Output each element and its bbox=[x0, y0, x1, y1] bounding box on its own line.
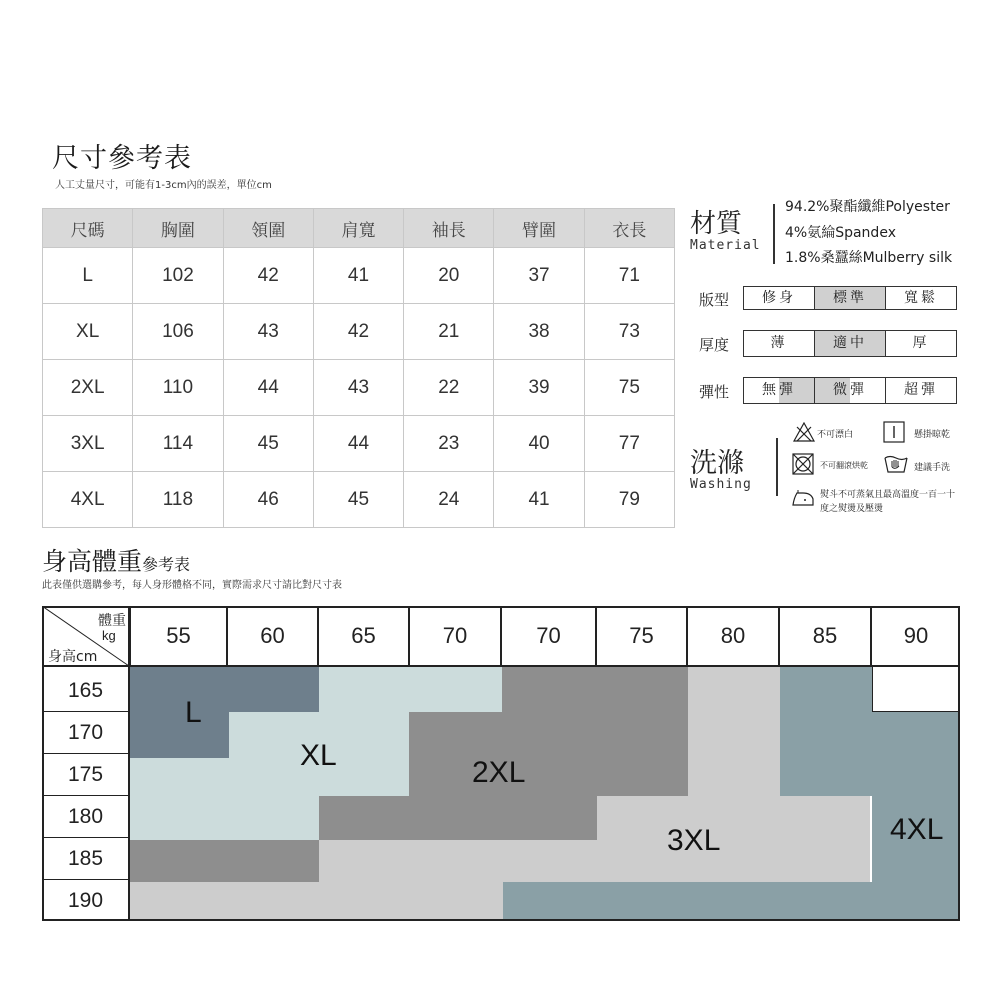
table-cell: 102 bbox=[133, 248, 223, 304]
size-label-l: L bbox=[185, 696, 202, 729]
fit-option-slim: 修身 bbox=[744, 287, 815, 309]
table-cell: 42 bbox=[223, 248, 313, 304]
washing-title: 洗滌 bbox=[690, 448, 744, 479]
size-table-header-row bbox=[43, 209, 675, 248]
table-cell: 46 bbox=[223, 472, 313, 528]
table-cell: 41 bbox=[313, 248, 403, 304]
height-column-separator bbox=[128, 606, 130, 921]
table-cell: 77 bbox=[584, 416, 674, 472]
table-cell: 4XL bbox=[43, 472, 133, 528]
height-header: 165 bbox=[42, 670, 129, 712]
region-xl bbox=[319, 666, 502, 714]
size-chart-title: 尺寸參考表 bbox=[52, 143, 192, 174]
fit-option-loose: 寬鬆 bbox=[904, 290, 938, 306]
weight-header: 90 bbox=[903, 623, 929, 648]
size-label-3xl: 3XL bbox=[667, 824, 721, 857]
height-header: 190 bbox=[67, 889, 104, 912]
weight-header: 80 bbox=[688, 606, 780, 666]
material-title-en: Material bbox=[690, 238, 761, 253]
weight-header: 85 bbox=[780, 606, 872, 666]
height-weight-title bbox=[42, 542, 190, 578]
attr-label-thickness: 厚度 bbox=[699, 336, 730, 354]
region-empty bbox=[872, 666, 960, 712]
table-cell: 22 bbox=[404, 360, 494, 416]
corner-height-label: 身高cm bbox=[48, 649, 98, 665]
size-chart-subtitle: 人工丈量尺寸，可能有1-3cm內的誤差，單位cm bbox=[55, 180, 272, 191]
table-cell: 23 bbox=[404, 416, 494, 472]
no-tumble-dry-icon bbox=[792, 453, 814, 475]
thickness-option-medium: 適中 bbox=[815, 331, 886, 356]
weight-header: 70 bbox=[502, 606, 597, 666]
region-2xl bbox=[409, 712, 688, 796]
table-cell: 41 bbox=[494, 472, 584, 528]
table-cell: 40 bbox=[494, 416, 584, 472]
header-chest: 胸圍 bbox=[133, 209, 223, 248]
weight-header: 55 bbox=[129, 606, 228, 666]
elasticity-option-slight: 微彈 bbox=[815, 378, 886, 403]
thickness-options bbox=[743, 330, 957, 357]
material-line: 94.2%聚酯纖維Polyester bbox=[785, 199, 950, 215]
region-3xl bbox=[319, 840, 597, 882]
hang-dry-icon bbox=[883, 421, 905, 443]
region-4xl bbox=[780, 666, 872, 796]
table-cell: 71 bbox=[584, 248, 674, 304]
corner-weight-unit: kg bbox=[102, 628, 116, 643]
elasticity-options bbox=[743, 377, 957, 404]
region-xl bbox=[129, 802, 319, 840]
table-cell: 45 bbox=[223, 416, 313, 472]
table-cell: 38 bbox=[494, 304, 584, 360]
table-cell: 45 bbox=[313, 472, 403, 528]
table-cell: 79 bbox=[584, 472, 674, 528]
fit-options bbox=[743, 286, 957, 310]
iron-icon bbox=[791, 489, 815, 507]
table-cell: 106 bbox=[133, 304, 223, 360]
table-cell: 39 bbox=[494, 360, 584, 416]
material-title: 材質 bbox=[690, 209, 743, 239]
region-4xl bbox=[503, 882, 960, 920]
thickness-option-thick: 厚 bbox=[912, 335, 930, 351]
table-cell: 37 bbox=[494, 248, 584, 304]
attr-label-elasticity: 彈性 bbox=[699, 383, 730, 401]
region-3xl bbox=[129, 882, 503, 920]
table-row bbox=[43, 304, 675, 360]
header-separator bbox=[42, 665, 960, 667]
size-table bbox=[42, 208, 675, 528]
header-size: 尺碼 bbox=[43, 209, 133, 248]
elasticity-option-none: 無彈 bbox=[744, 378, 815, 403]
wash-text-hand-wash: 建議手洗 bbox=[914, 463, 951, 473]
material-line: 1.8%桑蠶絲Mulberry silk bbox=[785, 250, 953, 266]
weight-header: 70 bbox=[410, 606, 502, 666]
height-header: 180 bbox=[42, 796, 129, 838]
height-weight-title-main: 身高體重 bbox=[42, 547, 143, 576]
table-cell: 118 bbox=[133, 472, 223, 528]
wash-text-no-bleach: 不可漂白 bbox=[817, 430, 854, 440]
elasticity-option-super: 超彈 bbox=[904, 382, 938, 398]
weight-header: 60 bbox=[228, 606, 319, 666]
header-shoulder: 肩寬 bbox=[313, 209, 403, 248]
region-3xl bbox=[597, 796, 870, 882]
no-bleach-icon bbox=[793, 422, 815, 442]
wash-text-no-tumble: 不可翻滾烘乾 bbox=[820, 461, 868, 470]
table-cell: 44 bbox=[313, 416, 403, 472]
material-line: 4%氨綸Spandex bbox=[785, 225, 896, 241]
table-row bbox=[43, 248, 675, 304]
size-label-2xl: 2XL bbox=[472, 756, 526, 789]
table-cell: 42 bbox=[313, 304, 403, 360]
table-cell: 73 bbox=[584, 304, 674, 360]
header-length: 衣長 bbox=[584, 209, 674, 248]
table-cell: 75 bbox=[584, 360, 674, 416]
wash-text-iron: 熨斗不可蒸氣且最高溫度一百一十度之熨燙及壓燙 bbox=[820, 490, 956, 514]
table-cell: L bbox=[43, 248, 133, 304]
height-header: 185 bbox=[42, 838, 129, 880]
table-cell: 43 bbox=[313, 360, 403, 416]
material-divider bbox=[773, 204, 775, 264]
table-row bbox=[43, 416, 675, 472]
height-weight-title-suffix: 參考表 bbox=[142, 555, 191, 574]
hand-wash-icon bbox=[883, 452, 909, 474]
table-cell: 110 bbox=[133, 360, 223, 416]
wash-text-hang-dry: 懸掛晾乾 bbox=[914, 430, 951, 440]
region-l bbox=[129, 712, 229, 758]
region-4xl bbox=[872, 712, 960, 882]
table-cell: 2XL bbox=[43, 360, 133, 416]
weight-header: 75 bbox=[597, 606, 688, 666]
region-l bbox=[129, 666, 319, 712]
table-row bbox=[43, 472, 675, 528]
height-header: 170 bbox=[42, 712, 129, 754]
table-cell: 44 bbox=[223, 360, 313, 416]
corner-weight-label: 體重 bbox=[98, 613, 126, 629]
height-header: 175 bbox=[42, 754, 129, 796]
washing-divider bbox=[776, 438, 778, 496]
table-cell: 114 bbox=[133, 416, 223, 472]
header-sleeve: 袖長 bbox=[404, 209, 494, 248]
washing-title-en: Washing bbox=[690, 477, 752, 492]
region-2xl bbox=[502, 666, 688, 714]
table-row bbox=[43, 360, 675, 416]
region-3xl bbox=[688, 666, 780, 796]
attr-label-fit: 版型 bbox=[699, 291, 730, 309]
fit-option-standard: 標準 bbox=[815, 287, 886, 309]
header-neck: 領圍 bbox=[223, 209, 313, 248]
table-cell: 21 bbox=[404, 304, 494, 360]
height-weight-subtitle: 此表僅供選購參考，每人身形體格不同，實際需求尺寸請比對尺寸表 bbox=[42, 580, 342, 591]
table-cell: XL bbox=[43, 304, 133, 360]
weight-header: 65 bbox=[319, 606, 410, 666]
table-cell: 20 bbox=[404, 248, 494, 304]
table-cell: 24 bbox=[404, 472, 494, 528]
region-2xl bbox=[319, 796, 597, 840]
size-label-4xl: 4XL bbox=[890, 813, 944, 846]
thickness-option-thin: 薄 bbox=[744, 331, 815, 356]
size-label-xl: XL bbox=[300, 739, 337, 772]
table-cell: 43 bbox=[223, 304, 313, 360]
table-cell: 3XL bbox=[43, 416, 133, 472]
region-2xl bbox=[129, 840, 319, 882]
height-weight-chart bbox=[42, 606, 960, 921]
header-arm: 臂圍 bbox=[494, 209, 584, 248]
